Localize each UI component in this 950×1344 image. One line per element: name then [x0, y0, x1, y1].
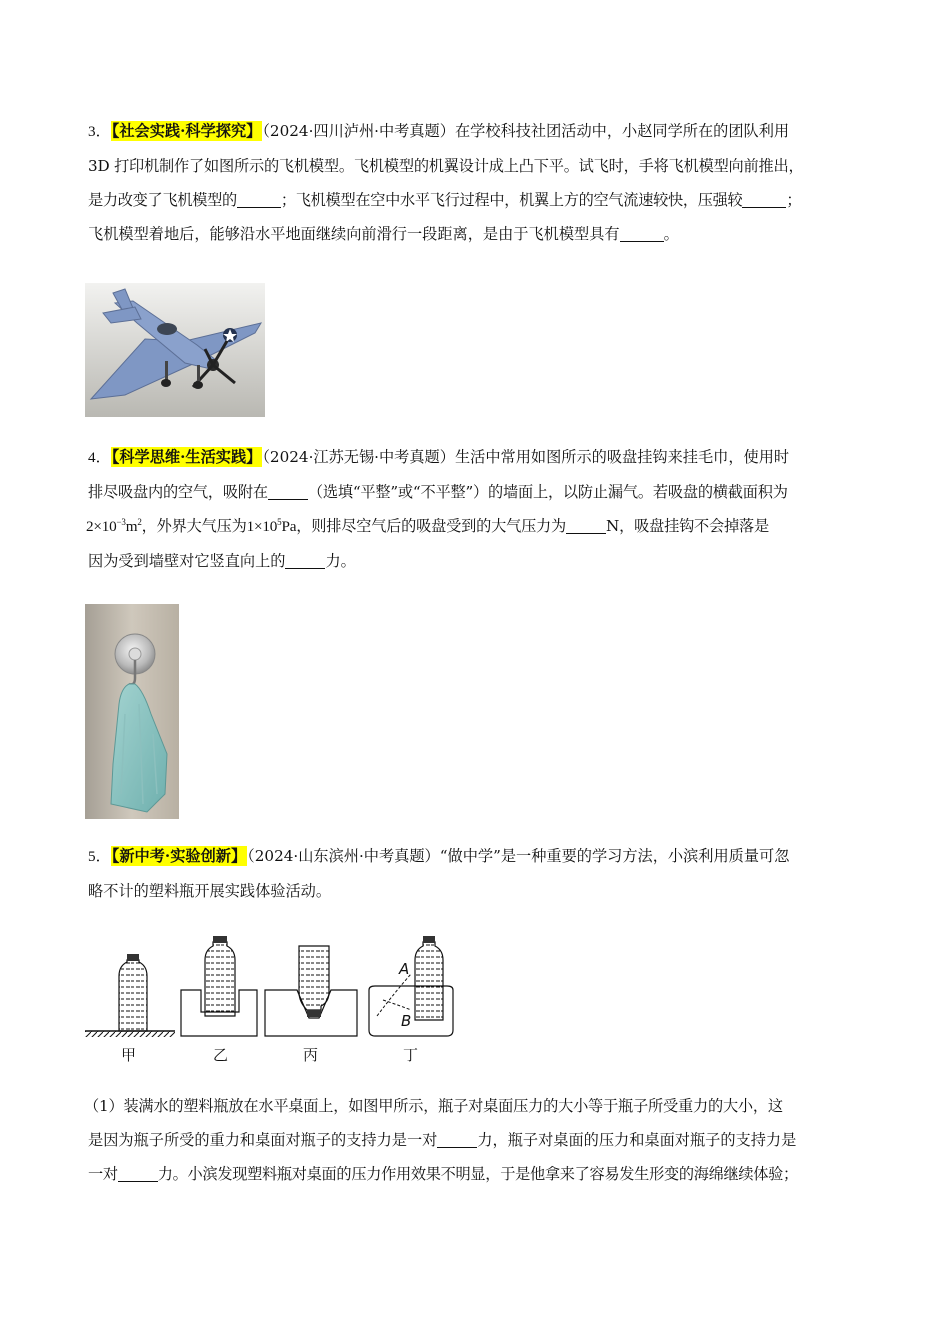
question-5-part-1 [84, 1089, 864, 1191]
q3-text-3c: ； [786, 191, 802, 209]
q5-source: （2024·山东滨州·中考真题） [247, 847, 440, 865]
question-3 [88, 114, 864, 251]
q5-tag: 【新中考·实验创新】 [111, 847, 247, 865]
q4-text-4b: 力。 [325, 552, 356, 570]
label-ding: 丁 [403, 1046, 419, 1064]
airplane-icon [85, 283, 265, 417]
q4-text-4a: 因为受到墙壁对它竖直向上的 [88, 552, 286, 570]
q3-line-3 [88, 183, 864, 217]
label-yi: 乙 [213, 1046, 229, 1064]
q3-line-4 [88, 217, 864, 251]
figure-yi [181, 936, 257, 1036]
q3-text-3b: ；飞机模型在空中水平飞行过程中，机翼上方的空气流速较快，压强较 [280, 191, 743, 209]
q3-line-2: 3D 打印机制作了如图所示的飞机模型。飞机模型的机翼设计成上凸下平。试飞时，手将飞机模型向前推出， [88, 157, 804, 175]
figure-ding [369, 936, 453, 1036]
q4-text-3c: N，吸盘挂钩不会掉落是 [606, 517, 769, 535]
q5-p1-line-3 [88, 1157, 864, 1191]
q4-text-2b: （选填“平整”或“不平整”）的墙面上，以防止漏气。若吸盘的横截面积为 [307, 483, 788, 501]
q5-p1-text-d: 一对 [88, 1165, 118, 1183]
label-jia: 甲 [121, 1046, 137, 1064]
q4-tag: 【科学思维·生活实践】 [111, 448, 262, 466]
q4-blank-3[interactable] [285, 550, 325, 569]
q3-blank-3[interactable] [620, 223, 664, 242]
q3-source: （2024·四川泸州·中考真题） [262, 122, 455, 140]
question-5 [88, 839, 864, 908]
q3-text-4a: 飞机模型着地后，能够沿水平地面继续向前滑行一段距离，是由于飞机模型具有 [88, 225, 620, 243]
q3-number: 3． [88, 123, 111, 140]
q4-line-4 [88, 544, 864, 578]
q5-p1-line-2 [88, 1123, 864, 1157]
figure-jia [85, 954, 175, 1037]
q3-tag: 【社会实践·科学探究】 [111, 122, 262, 140]
q4-text-2a: 排尽吸盘内的空气，吸附在 [88, 483, 268, 501]
q5-line-2: 略不计的塑料瓶开展实践体验活动。 [88, 882, 331, 900]
q4-pressure-value: $1\times 10^5Pa$ [246, 516, 297, 535]
q4-blank-1[interactable] [268, 481, 308, 500]
q5-text-1: “做中学”是一种重要的学习方法，小滨利用质量可忽 [439, 847, 790, 865]
q3-line-1 [88, 114, 864, 149]
q3-text-1: 在学校科技社团活动中，小赵同学所在的团队利用 [454, 122, 790, 140]
bottle-experiment-figure [85, 930, 465, 1066]
q3-text-3a: 是力改变了飞机模型的 [88, 191, 237, 209]
q3-text-4b: 。 [663, 225, 679, 243]
point-a-label: A [399, 960, 410, 978]
q3-blank-2[interactable] [742, 189, 786, 208]
question-4 [88, 440, 864, 578]
q5-number: 5． [88, 848, 111, 865]
airplane-model-photo [85, 283, 265, 417]
q5-blank-1[interactable] [437, 1129, 477, 1148]
q4-text-3b: ，则排尽空气后的吸盘受到的大气压力为 [296, 517, 567, 535]
q4-text-3a: ，外界大气压为 [141, 517, 247, 535]
q4-blank-2[interactable] [566, 515, 606, 534]
point-b-label: B [401, 1012, 412, 1030]
q4-area-value: $2\times 10^{-3}m^2$ [86, 516, 142, 535]
label-bing: 丙 [303, 1046, 319, 1064]
q5-p1-text-c: 力，瓶子对桌面的压力和桌面对瓶子的支持力是 [477, 1131, 797, 1149]
q5-blank-2[interactable] [118, 1163, 158, 1182]
q4-line-3 [88, 509, 864, 544]
q5-line-1 [88, 839, 864, 874]
q5-p1-text-b: 是因为瓶子所受的重力和桌面对瓶子的支持力是一对 [88, 1131, 438, 1149]
q4-source: （2024·江苏无锡·中考真题） [262, 448, 455, 466]
q4-line-1 [88, 440, 864, 475]
q4-number: 4． [88, 449, 111, 466]
suction-hook-towel-icon [85, 604, 179, 819]
q5-p1-line-1: （1）装满水的塑料瓶放在水平桌面上，如图甲所示，瓶子对桌面压力的大小等于瓶子所受重力的大小，这 [84, 1097, 783, 1115]
q4-line-2 [88, 475, 864, 509]
suction-hook-photo [85, 604, 179, 819]
q3-blank-1[interactable] [237, 189, 281, 208]
q5-p1-text-e: 力。小滨发现塑料瓶对桌面的压力作用效果不明显，于是他拿来了容易发生形变的海绵继续体验； [157, 1165, 798, 1183]
q4-text-1: 生活中常用如图所示的吸盘挂钩来挂毛巾，使用时 [454, 448, 790, 466]
figure-bing [265, 946, 357, 1036]
